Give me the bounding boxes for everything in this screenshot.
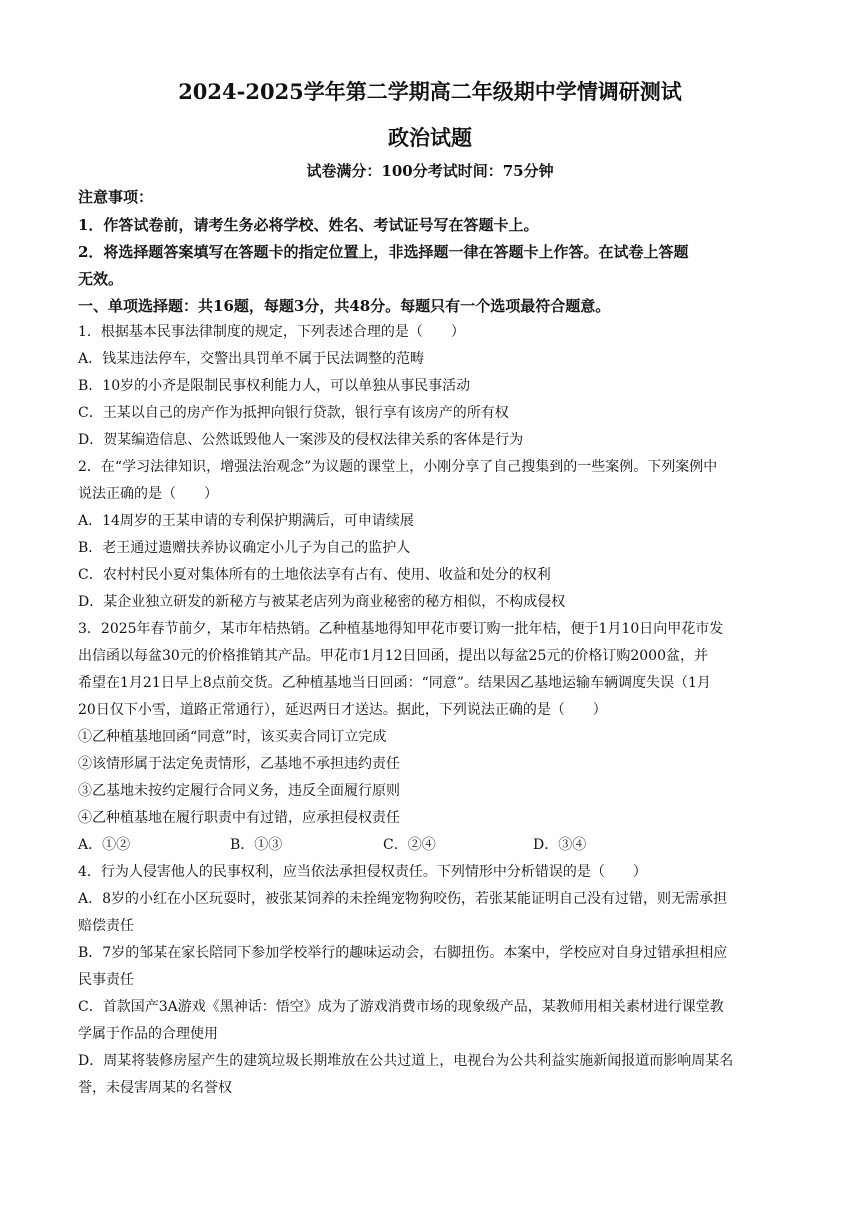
notice-item-1: 1．作答试卷前，请考生务必将学校、姓名、考试证号写在答题卡上。 [78,216,539,234]
q3-statement-1: ①乙种植基地回函“同意”时，该买卖合同订立完成 [78,729,387,745]
q3-stem-line-1: 3．2025年春节前夕，某市年桔热销。乙种植基地得知甲花市要订购一批年桔，便于1月10日向甲花市发 [78,621,724,637]
notice-item-2-line-1: 2．将选择题答案填写在答题卡的指定位置上，非选择题一律在答题卡上作答。在试卷上答题 [78,243,689,261]
q3-option-a: A．①② [78,837,131,853]
q2-option-a: A．14周岁的王某申请的专利保护期满后，可申请续展 [78,513,414,529]
q3-option-d: D．③④ [533,837,587,853]
q4-option-c-line-2: 学属于作品的合理使用 [78,1026,218,1042]
notice-heading: 注意事项： [78,188,154,206]
q4-option-b-line-2: 民事责任 [78,972,134,988]
q4-stem: 4．行为人侵害他人的民事权利，应当依法承担侵权责任。下列情形中分析错误的是（ ） [78,864,647,880]
q4-option-b-line-1: B．7岁的邹某在家长陪同下参加学校举行的趣味运动会，右脚扭伤。本案中，学校应对自身过错承担相应 [78,945,728,961]
q3-statement-2: ②该情形属于法定免责情形，乙基地不承担违约责任 [78,756,400,772]
q2-stem-line-1: 2．在“学习法律知识，增强法治观念”为议题的课堂上，小刚分享了自己搜集到的一些案例。下列案例中 [78,459,718,475]
q3-options [78,835,788,855]
notice-item-2-line-2: 无效。 [78,270,124,288]
q2-option-d: D．某企业独立研发的新秘方与被某老店列为商业秘密的秘方相似，不构成侵权 [78,594,566,610]
q2-stem-line-2: 说法正确的是（ ） [78,486,218,502]
q4-option-a-line-2: 赔偿责任 [78,918,134,934]
q1-option-d: D．贺某编造信息、公然诋毁他人一案涉及的侵权法律关系的客体是行为 [78,432,524,448]
q1-option-b: B．10岁的小齐是限制民事权利能力人，可以单独从事民事活动 [78,378,471,394]
q1-option-a: A．钱某违法停车，交警出具罚单不属于民法调整的范畴 [78,351,425,367]
exam-info: 试卷满分：100分考试时间：75分钟 [306,162,554,180]
exam-title: 2024-2025学年第二学期高二年级期中学情调研测试 [178,79,682,104]
q3-stem-line-3: 希望在1月21日早上8点前交货。乙种植基地当日回函：“同意”。结果因乙基地运输车辆调度失误（1月 [78,675,711,691]
q3-option-c: C．②④ [383,837,436,853]
q4-option-d-line-1: D．周某将装修房屋产生的建筑垃圾长期堆放在公共过道上，电视台为公共利益实施新闻报道而影响周某名 [78,1053,734,1069]
section-heading: 一、单项选择题：共16题，每题3分，共48分。每题只有一个选项最符合题意。 [78,297,611,315]
q2-option-c: C．农村村民小夏对集体所有的土地依法享有占有、使用、收益和处分的权利 [78,567,551,583]
q3-statement-4: ④乙种植基地在履行职责中有过错，应承担侵权责任 [78,810,400,826]
q3-stem-line-4: 20日仅下小雪，道路正常通行），延迟两日才送达。据此，下列说法正确的是（ ） [78,702,607,718]
q3-stem-line-2: 出信函以每盆30元的价格推销其产品。甲花市1月12日回函，提出以每盆25元的价格订购2000盆，并 [78,648,708,664]
q2-option-b: B．老王通过遗赠扶养协议确定小儿子为自己的监护人 [78,540,411,556]
q1-stem: 1．根据基本民事法律制度的规定，下列表述合理的是（ ） [78,324,465,340]
q4-option-d-line-2: 誉，未侵害周某的名誉权 [78,1080,232,1096]
q3-statement-3: ③乙基地未按约定履行合同义务，违反全面履行原则 [78,783,400,799]
subject-title: 政治试题 [388,125,472,150]
q4-option-c-line-1: C．首款国产3A游戏《黑神话：悟空》成为了游戏消费市场的现象级产品，某教师用相关素材进行课堂教 [78,999,724,1015]
q1-option-c: C．王某以自己的房产作为抵押向银行贷款，银行享有该房产的所有权 [78,405,509,421]
q3-option-b: B．①③ [230,837,283,853]
q4-option-a-line-1: A．8岁的小红在小区玩耍时，被张某饲养的未拴绳宠物狗咬伤，若张某能证明自己没有过错，则无需承担 [78,891,728,907]
